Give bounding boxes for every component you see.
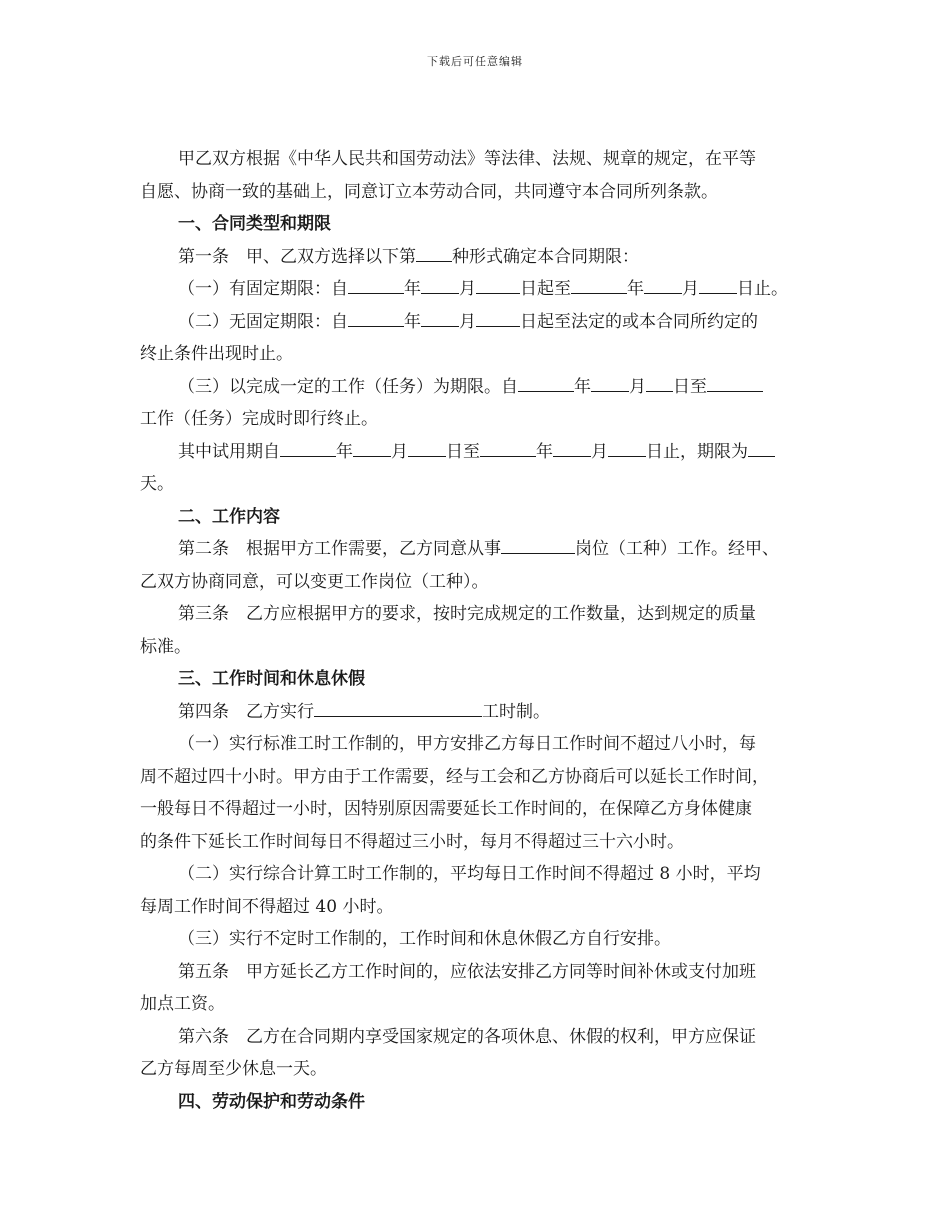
blank-field	[571, 276, 627, 294]
contract-body	[140, 143, 820, 1118]
blank-field	[608, 439, 646, 457]
comprehensive-hours-line-1: （二）实行综合计算工时工作制的，平均每日工作时间不得超过 8 小时，平均	[178, 864, 761, 884]
blank-field	[416, 244, 452, 262]
blank-field	[353, 439, 391, 457]
section-heading-3: 三、工作时间和休息休假	[178, 669, 365, 689]
blank-field	[707, 374, 763, 392]
flexible-hours-line: （三）实行不定时工作制的，工作时间和休息休假乙方自行安排。	[178, 929, 671, 949]
comprehensive-hours-line-2: 每周工作时间不得超过 40 小时。	[140, 896, 394, 917]
blank-field	[748, 439, 775, 457]
section-heading-4: 四、劳动保护和劳动条件	[178, 1091, 365, 1112]
article-3-line-1: 第三条 乙方应根据甲方的要求，按时完成规定的工作数量，达到规定的质量	[178, 604, 756, 624]
blank-field	[518, 374, 574, 392]
blank-field	[646, 374, 673, 392]
blank-field	[501, 536, 575, 554]
unfixed-term-line-1: （二）无固定期限：自 年 月 日起至法定的或本合同所约定的	[140, 306, 820, 339]
blank-field	[553, 439, 591, 457]
preamble-line-1: 甲乙双方根据《中华人民共和国劳动法》等法律、法规、规章的规定，在平等	[178, 149, 756, 169]
blank-field	[591, 374, 629, 392]
standard-hours-line-2: 周不超过四十小时。甲方由于工作需要，经与工会和乙方协商后可以延长工作时间，	[140, 766, 769, 787]
blank-field	[699, 276, 737, 294]
blank-field	[348, 276, 404, 294]
fixed-term-line: （一）有固定期限：自 年 月 日起至 年 月 日止。	[140, 273, 820, 306]
standard-hours-line-4: 的条件下延长工作时间每日不得超过三小时，每月不得超过三十六小时。	[140, 831, 684, 852]
section-heading-1: 一、合同类型和期限	[178, 214, 331, 234]
blank-field	[421, 276, 459, 294]
blank-field	[644, 276, 682, 294]
article-6-line-2: 乙方每周至少休息一天。	[140, 1059, 327, 1079]
task-term-line-1: （三）以完成一定的工作（任务）为期限。自 年 月 日至	[140, 371, 820, 404]
probation-line-2: 天。	[140, 474, 174, 494]
article-4: 第四条 乙方实行 工时制。	[140, 696, 820, 729]
blank-field	[348, 309, 404, 327]
task-term-line-2: 工作（任务）完成时即行终止。	[140, 409, 378, 429]
article-2-line-1: 第二条 根据甲方工作需要，乙方同意从事 岗位（工种）工作。经甲、	[140, 533, 820, 566]
blank-field	[476, 309, 520, 327]
blank-field	[280, 439, 336, 457]
page-header: 下载后可任意编辑	[427, 55, 523, 68]
blank-field	[476, 276, 520, 294]
blank-field	[408, 439, 446, 457]
article-2-line-2: 乙双方协商同意，可以变更工作岗位（工种）。	[140, 571, 489, 592]
article-5-line-1: 第五条 甲方延长乙方工作时间的，应依法安排乙方同等时间补休或支付加班	[178, 961, 756, 982]
probation-line-1: 其中试用期自 年 月 日至 年 月 日止，期限为	[140, 436, 820, 469]
blank-field	[480, 439, 536, 457]
article-5-line-2: 加点工资。	[140, 994, 225, 1014]
blank-field	[421, 309, 459, 327]
article-3-line-2: 标准。	[140, 636, 191, 657]
unfixed-term-line-2: 终止条件出现时止。	[140, 344, 293, 364]
preamble-line-2: 自愿、协商一致的基础上，同意订立本劳动合同，共同遵守本合同所列条款。	[140, 181, 718, 202]
blank-field	[314, 699, 482, 717]
standard-hours-line-3: 一般每日不得超过一小时，因特别原因需要延长工作时间的，在保障乙方身体健康	[140, 799, 752, 819]
article-1: 第一条 甲、乙双方选择以下第 种形式确定本合同期限：	[140, 241, 820, 274]
section-heading-2: 二、工作内容	[178, 506, 280, 527]
article-6-line-1: 第六条 乙方在合同期内享受国家规定的各项休息、休假的权利，甲方应保证	[178, 1026, 756, 1047]
standard-hours-line-1: （一）实行标准工时工作制的，甲方安排乙方每日工作时间不超过八小时，每	[178, 734, 756, 754]
